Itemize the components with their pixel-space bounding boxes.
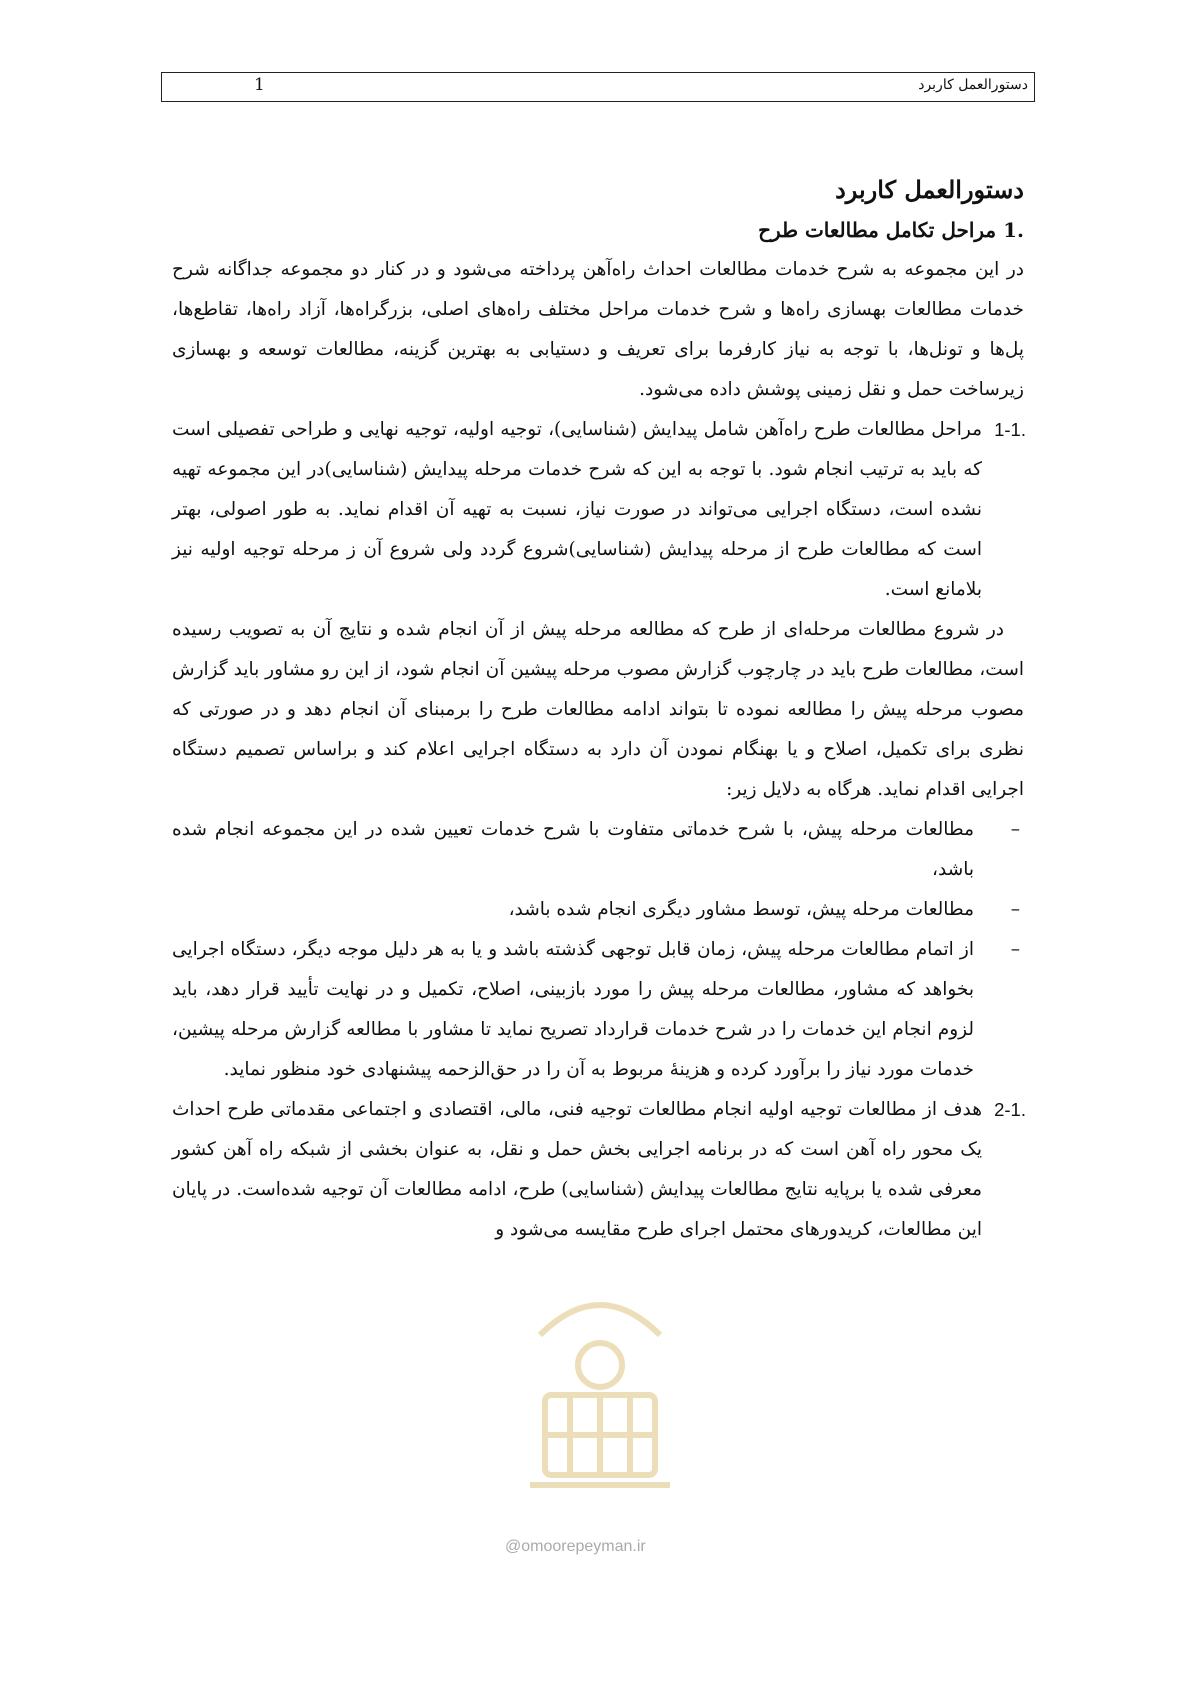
dash-icon: –: [1010, 939, 1020, 960]
page-header: [161, 72, 1035, 102]
item-1-1-paragraph-2: در شروع مطالعات مرحله‌ای از طرح که مطالعه مرحله پیش از آن انجام شده و نتایج آن به تصویب رسیده است، مطالعات طرح باید در چارچوب گزارش مصوب مرحله پیشین آن انجام شود، از این رو مشاور باید گزارش مصوب مرحله پیش را مطالعه نموده تا بتواند ادامه مطالعات طرح را برمبنای آن انجام دهد و در صورتی که نظری برای تکمیل، اصلاح و یا بهنگام نمودن آن دارد به دستگاه اجرایی اعلام کند و براساس تصمیم دستگاه اجرایی اقدام نماید. هرگاه به دلایل زیر:: [172, 619, 1024, 800]
list-item: – مطالعات مرحله پیش، با شرح خدماتی متفاوت با شرح خدمات تعیین شده در این مجموعه انجام شده باشد،: [172, 810, 1024, 890]
reasons-list: [172, 810, 1024, 1090]
running-title: دستورالعمل کاربرد: [918, 77, 1028, 93]
watermark-text: @omoorepeyman.ir: [505, 1538, 646, 1555]
section-1-number: 1.: [1003, 218, 1024, 242]
document-title: دستورالعمل کاربرد: [835, 175, 1024, 204]
omoore-peyman-logo-icon: [500, 1275, 700, 1515]
item-1-1-number: 1-1.: [994, 419, 1026, 440]
section-1-intro: در این مجموعه به شرح خدمات مطالعات احداث راه‌آهن پرداخته می‌شود و در کنار دو مجموعه جداگانه شرح خدمات مطالعات بهسازی راه‌ها و شرح خدمات مراحل مختلف راه‌های اصلی، بزرگراه‌ها، آزاد راه‌ها، تقاطع‌ها، پل‌ها و تونل‌ها، با توجه به نیاز کارفرما برای تعریف و دستیابی به بهترین گزینه، مطالعات توسعه و بهسازی زیرساخت حمل و نقل زمینی پوشش داده می‌شود.: [172, 259, 1024, 400]
list-item: – از اتمام مطالعات مرحله پیش، زمان قابل توجهی گذشته باشد و یا به هر دلیل موجه دیگر، دستگاه اجرایی بخواهد که مشاور، مطالعات مرحله پیش را مورد بازبینی، اصلاح، تکمیل و در نهایت تأیید قرار دهد، باید لزوم انجام این خدمات را در شرح خدمات قرارداد تصریح نماید تا مشاور با مطالعه گزارش مرحله پیشین، خدمات مورد نیاز را برآورد کرده و هزینهٔ مربوط به آن را در حق‌الزحمه پیشنهادی خود منظور نماید.: [172, 930, 1024, 1090]
item-1-2-text: هدف از مطالعات توجیه اولیه انجام مطالعات توجیه فنی، مالی، اقتصادی و اجتماعی مقدماتی طرح احداث یک محور راه آهن است که در برنامه اجرایی بخش حمل و نقل، به عنوان بخشی از شبکه راه آهن کشور معرفی شده یا برپایه نتایج مطالعات پیدایش (شناسایی) طرح، ادامه مطالعات آن توجیه شده‌است. در پایان این مطالعات، کریدورهای محتمل اجرای طرح مقایسه می‌شود و: [172, 1099, 982, 1240]
section-1-heading: [172, 218, 1024, 242]
document-body: [172, 175, 1024, 1250]
dash-icon: –: [1010, 899, 1020, 920]
list-item: – مطالعات مرحله پیش، توسط مشاور دیگری انجام شده باشد،: [172, 890, 1024, 930]
item-1-2: [172, 1090, 1024, 1250]
section-1-title: مراحل تکامل مطالعات طرح: [758, 218, 997, 242]
dash-icon: –: [1010, 819, 1020, 840]
page-number: 1: [254, 75, 265, 95]
item-1-1: [172, 410, 1024, 610]
item-1-1-text: مراحل مطالعات طرح راه‌آهن شامل پیدایش (شناسایی)، توجیه اولیه، توجیه نهایی و طراحی تفصیلی است که باید به ترتیب انجام شود. با توجه به این که شرح خدمات مرحله پیدایش (شناسایی)در این مجموعه تهیه نشده است، دستگاه اجرایی می‌تواند در صورت نیاز، نسبت به تهیه آن اقدام نماید. به طور اصولی، بهتر است که مطالعات طرح از مرحله پیدایش (شناسایی)شروع گردد ولی شروع آن ز مرحله توجیه اولیه نیز بلامانع است.: [172, 419, 982, 600]
item-1-2-number: 2-1.: [994, 1099, 1026, 1120]
